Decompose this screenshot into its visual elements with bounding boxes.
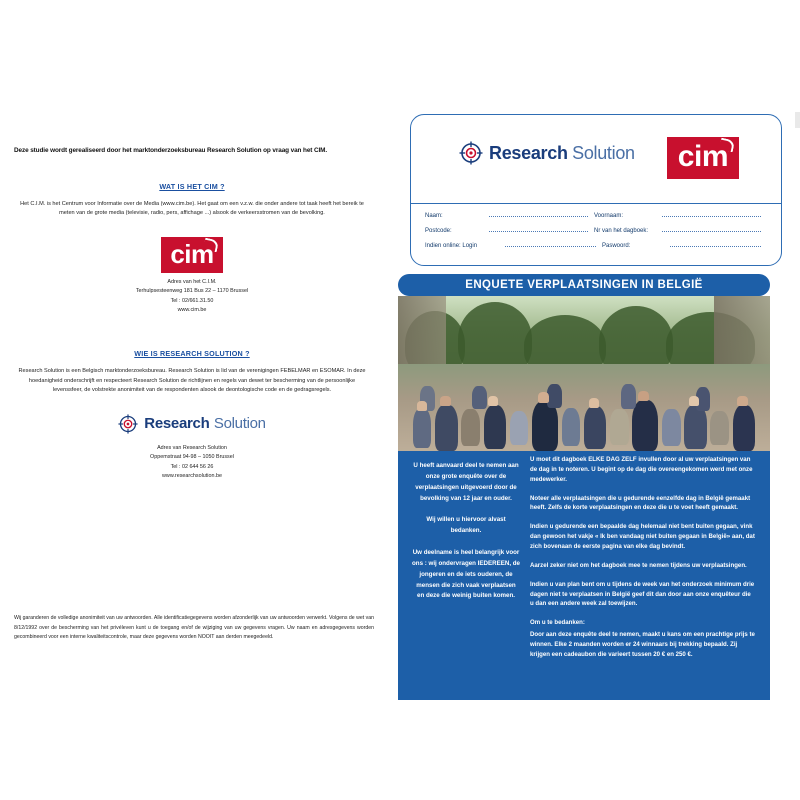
research-solution-logo-block xyxy=(14,414,370,439)
right-col-paragraph: U moet dit dagboek ELKE DAG ZELF invullen door al uw verplaatsingen van de dag in te noteren. U begint op de dag die overeengekomen werd met onze medewerker. xyxy=(530,456,753,483)
label-postcode: Postcode: xyxy=(425,228,452,234)
rs-address-line: Adres van Research Solution xyxy=(157,445,227,452)
reward-body: Door aan deze enquête deel te nemen, maakt u kans om een prachtige prijs te winnen. Elke 2 maanden worden er 24 winnaars bij trekking bepaald. Zij krijgen een cadeaubon die varieert tussen 20 € en 250 €. xyxy=(530,631,755,658)
left-panel xyxy=(14,146,370,686)
label-naam: Naam: xyxy=(425,213,443,219)
field-row-login xyxy=(425,239,767,249)
header-research-solution-logo xyxy=(459,141,635,165)
respondent-fields xyxy=(425,209,767,254)
rs-address-line: www.researchsolution.be xyxy=(162,472,222,479)
header-divider xyxy=(411,203,781,204)
left-col-thanks: Wij willen u hiervoor alvast bedanken. xyxy=(426,516,506,535)
brochure-notch-right xyxy=(770,296,778,312)
cim-address-line: Adres van het C.I.M. xyxy=(167,279,217,286)
cim-address-line: www.cim.be xyxy=(177,306,207,313)
section-body-research-solution: Research Solution is een Belgisch marktonderzoeksbureau. Research Solution is lid van de verenigingen FEBELMAR en ESOMAR. In deze hoedanigheid onderschrijft en respecteert Research Solution de richtlijnen en regels van dewet ter bescherming van de persoonlijke levenssfeer, de volstrekte anonimiteit van de respondenten alsook de deontologische code en de gedragsregels. xyxy=(18,367,366,394)
brochure-text-block xyxy=(398,451,770,700)
input-login[interactable] xyxy=(505,239,596,247)
target-icon xyxy=(118,414,138,434)
rs-address-line: Oppemstraat 94-98 – 1050 Brussel xyxy=(150,454,234,461)
field-row-name xyxy=(425,209,767,219)
reward-heading: Om u te bedanken: xyxy=(530,619,585,627)
right-col-paragraph: Indien u gedurende een bepaalde dag helemaal niet bent buiten gegaan, vink dan gewoon het vakje « Ik ben vandaag niet buiten gegaan in België» aan, dat zich bovenaan de eerste pagina van elke dag bevindt. xyxy=(530,523,755,551)
cim-address-line: Terhulpsesteenweg 181 Bus 22 – 1170 Brussel xyxy=(135,288,249,295)
header-cim-logo-block xyxy=(667,137,739,179)
privacy-footer: Wij garanderen de volledige anonimiteit van uw antwoorden. Alle identificatiegegevens worden afzonderlijk van uw antwoorden verwerkt. Volgens de wet van 8/12/1992 over de bescherming van het privéleven kunt u de toegang en/of de wijziging van uw gegevens vragen. Uw naam en adresgegevens worden gecombineerd voor een interne kwaliteitscontrole, maar deze gegevens worden NOOIT aan derden meegedeeld. xyxy=(14,615,374,641)
cim-logo-block xyxy=(14,237,370,273)
research-solution-logo xyxy=(118,414,265,434)
rs-word-light: Solution xyxy=(572,142,635,163)
right-col-paragraph: Aarzel zeker niet om het dagboek mee te nemen tijdens uw verplaatsingen. xyxy=(530,561,747,569)
research-solution-wordmark xyxy=(144,416,265,432)
research-solution-address xyxy=(14,444,370,481)
brochure-banner: ENQUETE VERPLAATSINGEN IN BELGIË xyxy=(398,274,770,296)
input-naam[interactable] xyxy=(489,209,588,217)
input-dagboeknummer[interactable] xyxy=(662,224,761,232)
cim-logo-text: cim xyxy=(170,239,214,270)
input-postcode[interactable] xyxy=(489,224,588,232)
left-col-participation: Uw deelname is heel belangrijk voor ons : wij ondervragen IEDEREEN, de jongeren en de iets ouderen, de mensen die zich vaak verplaatsen en deze die weinig buiten komen. xyxy=(412,549,520,600)
target-icon xyxy=(459,141,483,165)
rs-word-light: Solution xyxy=(213,415,266,433)
right-col-paragraph: Noteer alle verplaatsingen die u gedurende eenzelfde dag in België gemaakt heeft. Zelfs de korte verplaatsingen en deze die u te voet heeft gemaakt. xyxy=(530,494,751,512)
brochure-panel xyxy=(386,274,782,700)
cim-address-line: Tel : 02/661.31.50 xyxy=(170,297,214,304)
cim-address xyxy=(14,278,370,315)
label-paswoord: Paswoord: xyxy=(602,243,631,249)
section-body-cim: Het C.I.M. is het Centrum voor Informatie over de Media (www.cim.be). Het gaat om een v.z.w. die onder andere tot taak heeft het bereik te meten van de grote media (televisie, radio, pers, affichage ...) alsook de verkeersstromen van de bevolking. xyxy=(20,200,364,217)
brochure-left-column xyxy=(412,461,520,613)
rs-word-bold: Research xyxy=(144,415,210,433)
right-col-paragraph: Indien u van plan bent om u tijdens de week van het onderzoek minimum drie dagen niet te verplaatsen in België geef dit dan door aan onze enquêteur die u dan een andere week zal toewijzen. xyxy=(530,580,755,608)
respondent-header-card xyxy=(410,114,782,266)
intro-paragraph: Deze studie wordt gerealiseerd door het marktonderzoeksbureau Research Solution op vraag van het CIM. xyxy=(14,147,328,154)
cim-logo-text: cim xyxy=(677,140,728,173)
rs-address-line: Tel : 02 644 56 26 xyxy=(170,463,214,470)
brochure-right-column xyxy=(530,455,756,669)
header-logos xyxy=(411,115,781,203)
crowd-photo xyxy=(398,296,770,451)
cim-swoosh-icon xyxy=(719,138,735,153)
label-login: Indien online: Login xyxy=(425,243,478,249)
label-dagboeknummer: Nr van het dagboek: xyxy=(594,228,649,234)
left-col-paragraph: U heeft aanvaard deel te nemen aan onze grote enquête over de verplaatsingen uitgevoerd door de bevolking van 12 jaar en ouder. xyxy=(413,462,519,502)
cim-logo xyxy=(667,137,739,179)
section-title-cim: WAT IS HET CIM ? xyxy=(159,181,225,191)
brochure-notch-left xyxy=(390,296,398,312)
input-voornaam[interactable] xyxy=(662,209,761,217)
page-edge-tab xyxy=(795,112,800,128)
field-row-postcode xyxy=(425,224,767,234)
label-voornaam: Voornaam: xyxy=(594,213,624,219)
header-rs-wordmark xyxy=(489,144,635,163)
input-paswoord[interactable] xyxy=(670,239,761,247)
rs-word-bold: Research xyxy=(489,142,568,163)
section-title-research-solution: WIE IS RESEARCH SOLUTION ? xyxy=(134,348,250,358)
cim-logo xyxy=(161,237,222,273)
